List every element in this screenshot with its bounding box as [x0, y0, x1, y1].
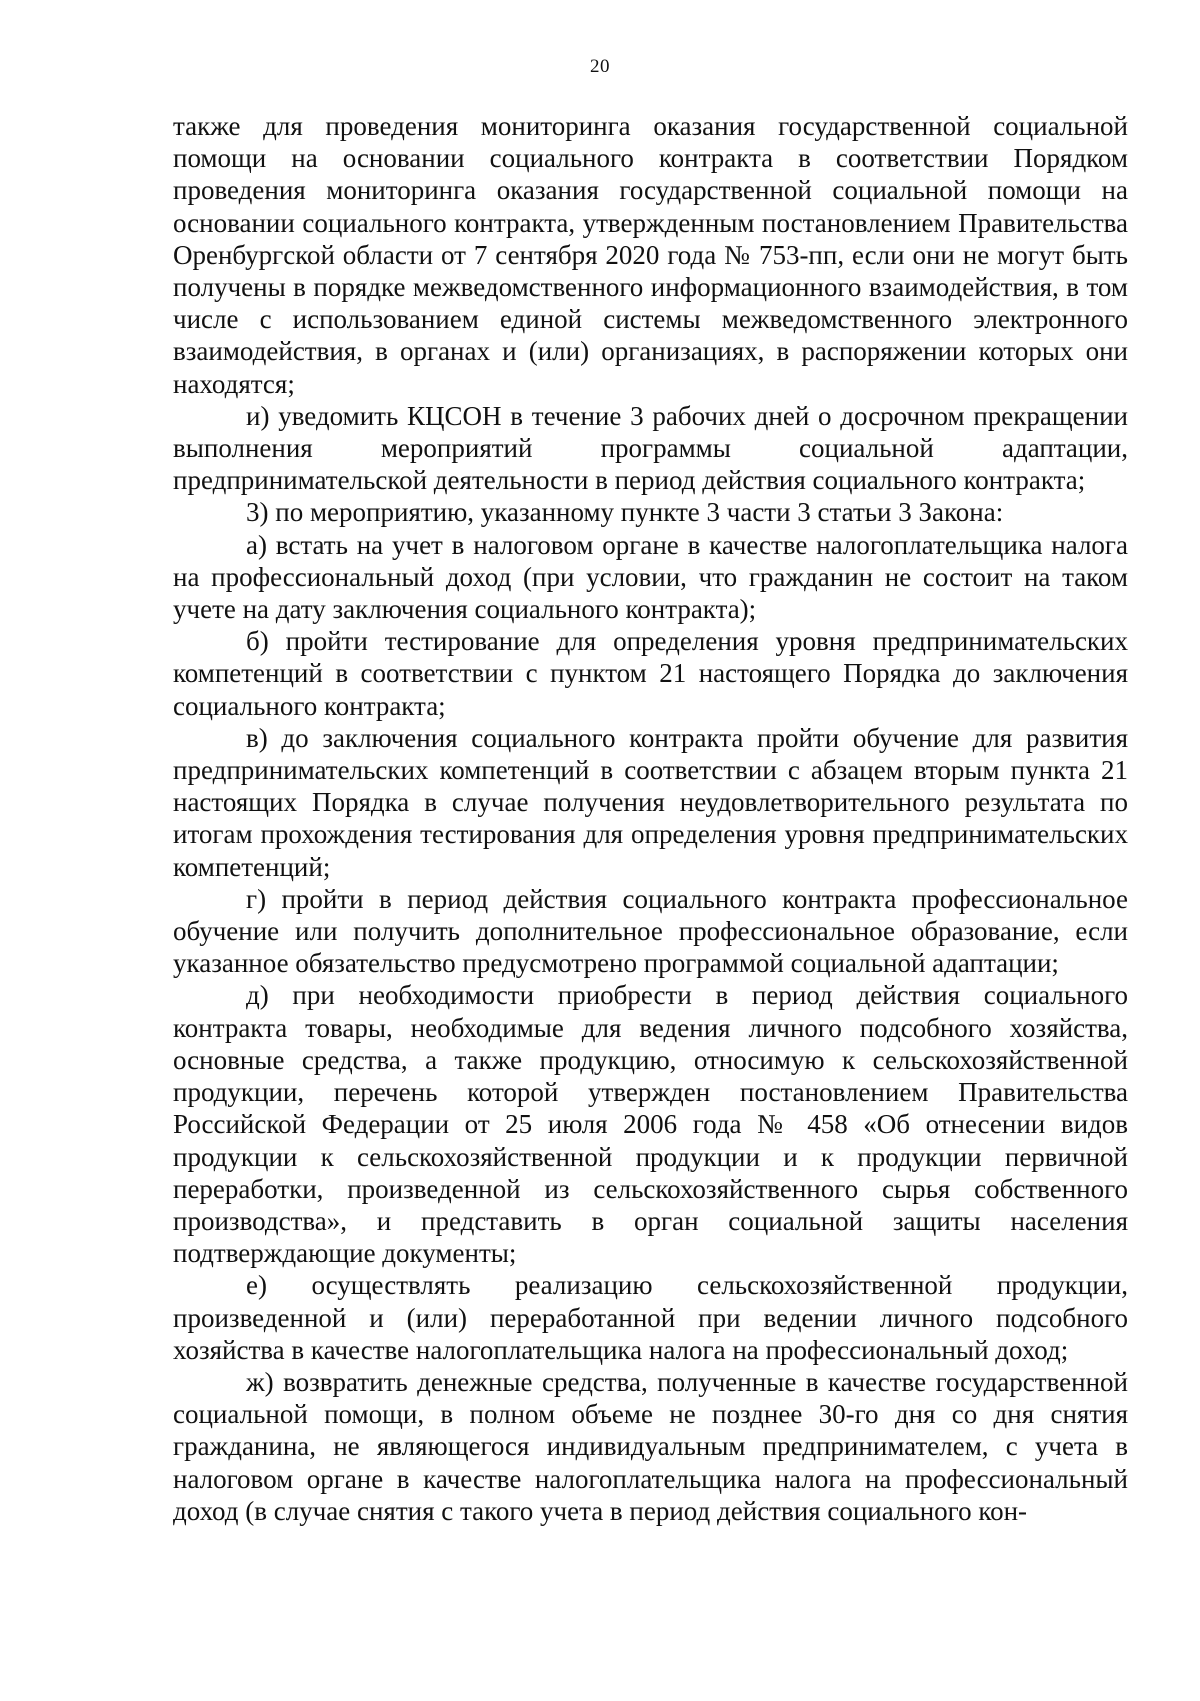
paragraph-item-a: а) встать на учет в налоговом органе в качестве налогоплательщика налога на профессиональный доход (при условии, что гражданин не состоит на таком учете на дату заключения социального контракта);: [173, 529, 1128, 625]
document-body: [173, 110, 1128, 1527]
paragraph-continuation: также для проведения мониторинга оказания государственной социальной помощи на основании социального контракта в соответствии Порядком проведения мониторинга оказания государственной социальной помощи на основании социального контракта, утвержденным постановлением Правительства Оренбургской области от 7 сентября 2020 года № 753-пп, если они не могут быть получены в порядке межведомственного информационного взаимодействия, в том числе с использованием единой системы межведомственного электронного взаимодействия, в органах и (или) организациях, в распоряжении которых они находятся;: [173, 111, 1128, 399]
paragraph-item-v: в) до заключения социального контракта пройти обучение для развития предпринимательских компетенций в соответствии с абзацем вторым пункта 21 настоящих Порядка в случае получения неудовлетворительного результата по итогам прохождения тестирования для определения уровня предпринимательских компетенций;: [173, 722, 1128, 882]
paragraph-item-b: б) пройти тестирование для определения уровня предпринимательских компетенций в соответствии с пунктом 21 настоящего Порядка до заключения социального контракта;: [173, 626, 1128, 721]
paragraph-item-g: г) пройти в период действия социального контракта профессиональное обучение или получить дополнительное профессиональное образование, если указанное обязательство предусмотрено программой социальной адаптации;: [173, 883, 1128, 979]
paragraph-item-i: и) уведомить КЦСОН в течение 3 рабочих дней о досрочном прекращении выполнения мероприятий программы социальной адаптации, предпринимательской деятельности в период действия социального контракта;: [173, 400, 1128, 496]
page-number: 20: [590, 56, 610, 77]
paragraph-section-3: 3) по мероприятию, указанному пункте 3 части 3 статьи 3 Закона:: [246, 497, 1004, 528]
paragraph-item-d: д) при необходимости приобрести в период действия социального контракта товары, необходимые для ведения личного подсобного хозяйства, основные средства, а также продукцию, относимую к сельскохозяйственной продукции, перечень которой утвержден постановлением Правительства Российской Федерации от 25 июля 2006 года № 458 «Об отнесении видов продукции к сельскохозяйственной продукции и к продукции первичной переработки, произведенной из сельскохозяйственного сырья собственного производства», и представить в орган социальной защиты населения подтверждающие документы;: [173, 980, 1128, 1269]
paragraph-item-zh: ж) возвратить денежные средства, полученные в качестве государственной социальной помощи, в полном объеме не позднее 30-го дня со дня снятия гражданина, не являющегося индивидуальным предпринимателем, с учета в налоговом органе в качестве налогоплательщика налога на профессиональный доход (в случае снятия с такого учета в период действия социального кон-: [173, 1366, 1128, 1526]
paragraph-item-e: е) осуществлять реализацию сельскохозяйственной продукции, произведенной и (или) переработанной при ведении личного подсобного хозяйства в качестве налогоплательщика налога на профессиональный доход;: [173, 1270, 1128, 1365]
